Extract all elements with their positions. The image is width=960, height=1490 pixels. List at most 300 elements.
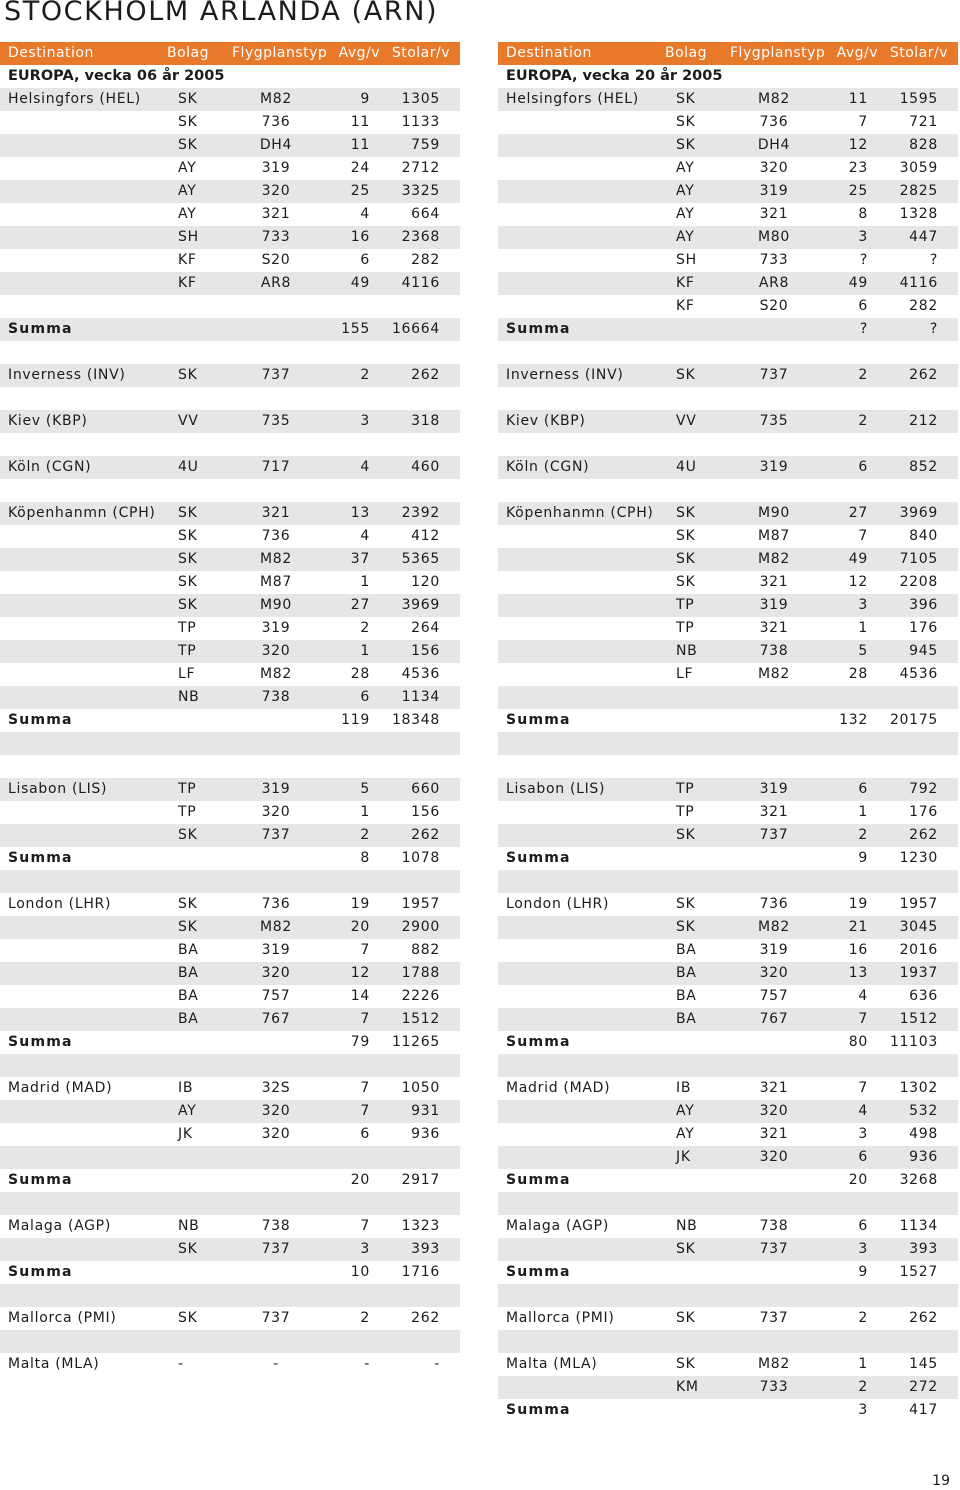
cell-avg: 7 xyxy=(360,1103,370,1119)
cell-stolar: 1957 xyxy=(401,896,440,912)
table-row xyxy=(0,1307,460,1330)
cell-stolar: 393 xyxy=(909,1241,938,1257)
cell-flygplanstyp: M82 xyxy=(260,919,292,935)
cell-flygplanstyp: 737 xyxy=(759,367,789,383)
table-row xyxy=(0,640,460,663)
table-row xyxy=(498,203,958,226)
cell-stolar: 3325 xyxy=(401,183,440,199)
cell-flygplanstyp: M90 xyxy=(260,597,292,613)
cell-flygplanstyp: 737 xyxy=(759,1241,789,1257)
cell-stolar: 759 xyxy=(411,137,440,153)
cell-flygplanstyp: 736 xyxy=(261,528,291,544)
cell-bolag: NB xyxy=(178,1218,200,1234)
cell-flygplanstyp: M82 xyxy=(758,666,790,682)
cell-stolar: 1230 xyxy=(899,850,938,866)
summary-row xyxy=(498,318,958,341)
cell-flygplanstyp: 319 xyxy=(261,620,291,636)
cell-stolar: 882 xyxy=(411,942,440,958)
cell-bolag: TP xyxy=(178,781,197,797)
cell-flygplanstyp: 320 xyxy=(261,804,291,820)
cell-flygplanstyp: 733 xyxy=(759,252,789,268)
table-row xyxy=(0,732,460,755)
cell-bolag: TP xyxy=(676,781,695,797)
table-row xyxy=(498,1077,958,1100)
cell-destination: Köpenhanmn (CPH) xyxy=(8,505,156,521)
cell-stolar: 1078 xyxy=(401,850,440,866)
cell-avg: 24 xyxy=(350,160,370,176)
cell-flygplanstyp: 733 xyxy=(261,229,291,245)
cell-bolag: SK xyxy=(676,91,696,107)
cell-destination: Mallorca (PMI) xyxy=(8,1310,117,1326)
cell-avg: 4 xyxy=(360,459,370,475)
cell-stolar: 7105 xyxy=(899,551,938,567)
cell-bolag: NB xyxy=(178,689,200,705)
cell-destination: Helsingfors (HEL) xyxy=(506,91,639,107)
cell-avg: 2 xyxy=(858,827,868,843)
cell-stolar: ? xyxy=(929,321,938,337)
cell-bolag: KF xyxy=(178,275,197,291)
cell-bolag: 4U xyxy=(178,459,199,475)
cell-avg: 2 xyxy=(858,413,868,429)
cell-flygplanstyp: 767 xyxy=(759,1011,789,1027)
cell-avg: 6 xyxy=(360,252,370,268)
cell-bolag: BA xyxy=(178,1011,199,1027)
cell-flygplanstyp: 319 xyxy=(261,781,291,797)
cell-bolag: SK xyxy=(178,1241,198,1257)
cell-stolar: 2226 xyxy=(401,988,440,1004)
cell-bolag: SK xyxy=(676,551,696,567)
cell-avg: 7 xyxy=(360,942,370,958)
table-row xyxy=(0,571,460,594)
cell-avg: 7 xyxy=(360,1011,370,1027)
cell-stolar: 318 xyxy=(411,413,440,429)
cell-destination: Summa xyxy=(506,1402,571,1418)
cell-bolag: AY xyxy=(676,206,695,222)
cell-avg: 37 xyxy=(350,551,370,567)
cell-avg: 155 xyxy=(341,321,370,337)
table-row xyxy=(0,548,460,571)
cell-flygplanstyp: 717 xyxy=(261,459,291,475)
cell-stolar: 4536 xyxy=(899,666,938,682)
cell-flygplanstyp: 736 xyxy=(759,896,789,912)
cell-stolar: 1050 xyxy=(401,1080,440,1096)
cell-flygplanstyp: 319 xyxy=(261,942,291,958)
cell-avg: 49 xyxy=(350,275,370,291)
table-row xyxy=(0,295,460,318)
cell-flygplanstyp: S20 xyxy=(261,252,291,268)
cell-bolag: TP xyxy=(676,597,695,613)
cell-flygplanstyp: 320 xyxy=(261,1103,291,1119)
cell-stolar: 4536 xyxy=(401,666,440,682)
cell-flygplanstyp: AR8 xyxy=(260,275,292,291)
cell-flygplanstyp: 32S xyxy=(261,1080,291,1096)
cell-flygplanstyp: AR8 xyxy=(758,275,790,291)
cell-flygplanstyp: 738 xyxy=(759,1218,789,1234)
cell-avg: 7 xyxy=(858,1080,868,1096)
table-body xyxy=(498,88,958,1422)
table-row xyxy=(0,1077,460,1100)
cell-flygplanstyp: 736 xyxy=(261,114,291,130)
cell-bolag: AY xyxy=(178,1103,197,1119)
cell-avg: 11 xyxy=(350,114,370,130)
table-row xyxy=(0,1054,460,1077)
table-row xyxy=(498,778,958,801)
cell-bolag: LF xyxy=(676,666,694,682)
cell-stolar: 262 xyxy=(411,367,440,383)
cell-stolar: 460 xyxy=(411,459,440,475)
cell-avg: 119 xyxy=(341,712,370,728)
table-row xyxy=(0,479,460,502)
cell-avg: 3 xyxy=(858,1126,868,1142)
cell-stolar: 145 xyxy=(909,1356,938,1372)
cell-flygplanstyp: 319 xyxy=(759,942,789,958)
table-row xyxy=(0,502,460,525)
cell-bolag: SK xyxy=(178,919,198,935)
cell-stolar: 262 xyxy=(909,1310,938,1326)
cell-flygplanstyp: 735 xyxy=(759,413,789,429)
cell-destination: Köpenhanmn (CPH) xyxy=(506,505,654,521)
cell-stolar: 3045 xyxy=(899,919,938,935)
table-row xyxy=(498,111,958,134)
cell-destination: Köln (CGN) xyxy=(506,459,590,475)
cell-stolar: 212 xyxy=(909,413,938,429)
cell-stolar: 396 xyxy=(909,597,938,613)
cell-avg: 3 xyxy=(858,229,868,245)
cell-bolag: TP xyxy=(676,804,695,820)
cell-bolag: KF xyxy=(676,275,695,291)
cell-stolar: 3969 xyxy=(401,597,440,613)
cell-stolar: 156 xyxy=(411,804,440,820)
cell-stolar: 176 xyxy=(909,804,938,820)
cell-stolar: 264 xyxy=(411,620,440,636)
cell-avg: 21 xyxy=(848,919,868,935)
table-row xyxy=(498,1307,958,1330)
table-row xyxy=(0,1284,460,1307)
cell-stolar: 18348 xyxy=(391,712,440,728)
cell-avg: 79 xyxy=(350,1034,370,1050)
table-row xyxy=(0,433,460,456)
cell-stolar: 262 xyxy=(909,367,938,383)
cell-bolag: SK xyxy=(178,574,198,590)
cell-flygplanstyp: 738 xyxy=(759,643,789,659)
cell-avg: 6 xyxy=(858,1218,868,1234)
table-row xyxy=(0,249,460,272)
cell-avg: 3 xyxy=(858,597,868,613)
table-row xyxy=(0,939,460,962)
cell-avg: 9 xyxy=(360,91,370,107)
cell-stolar: 3059 xyxy=(899,160,938,176)
cell-destination: Kiev (KBP) xyxy=(8,413,88,429)
header-flygplanstyp: Flygplanstyp xyxy=(730,45,826,61)
table-row xyxy=(0,364,460,387)
cell-flygplanstyp: 737 xyxy=(261,367,291,383)
cell-bolag: BA xyxy=(676,988,697,1004)
cell-avg: 16 xyxy=(350,229,370,245)
cell-avg: 4 xyxy=(360,206,370,222)
cell-flygplanstyp: M80 xyxy=(758,229,790,245)
cell-stolar: 840 xyxy=(909,528,938,544)
table-row xyxy=(498,249,958,272)
table-row xyxy=(0,1215,460,1238)
table-row xyxy=(0,1008,460,1031)
cell-bolag: SK xyxy=(676,367,696,383)
cell-stolar: 2900 xyxy=(401,919,440,935)
cell-flygplanstyp: 735 xyxy=(261,413,291,429)
cell-avg: 49 xyxy=(848,551,868,567)
cell-flygplanstyp: DH4 xyxy=(757,137,791,153)
table-row xyxy=(0,1146,460,1169)
cell-stolar: 1937 xyxy=(899,965,938,981)
cell-bolag: SK xyxy=(178,505,198,521)
cell-avg: 11 xyxy=(848,91,868,107)
cell-stolar: 16664 xyxy=(391,321,440,337)
cell-destination: Mallorca (PMI) xyxy=(506,1310,615,1326)
table-row xyxy=(0,1100,460,1123)
table-row xyxy=(498,663,958,686)
cell-avg: 23 xyxy=(848,160,868,176)
cell-avg: 28 xyxy=(848,666,868,682)
table-row xyxy=(498,1100,958,1123)
cell-flygplanstyp: 738 xyxy=(261,1218,291,1234)
cell-destination: Summa xyxy=(506,321,571,337)
table-row xyxy=(0,525,460,548)
cell-destination: Inverness (INV) xyxy=(8,367,126,383)
cell-destination: London (LHR) xyxy=(8,896,112,912)
cell-destination: Summa xyxy=(506,1172,571,1188)
cell-avg: 9 xyxy=(858,850,868,866)
cell-stolar: 262 xyxy=(411,1310,440,1326)
page-title: STOCKHOLM ARLANDA (ARN) xyxy=(4,0,439,27)
table-row xyxy=(498,479,958,502)
cell-flygplanstyp: M87 xyxy=(758,528,790,544)
cell-flygplanstyp: M82 xyxy=(758,1356,790,1372)
table-row xyxy=(498,1376,958,1399)
table-row xyxy=(498,295,958,318)
cell-flygplanstyp: 736 xyxy=(759,114,789,130)
cell-stolar: 2016 xyxy=(899,942,938,958)
table-row xyxy=(498,1284,958,1307)
cell-flygplanstyp: 737 xyxy=(261,1310,291,1326)
cell-avg: 80 xyxy=(848,1034,868,1050)
cell-avg: - xyxy=(364,1356,370,1372)
header-avg: Avg/v xyxy=(836,45,878,61)
cell-flygplanstyp: 319 xyxy=(759,597,789,613)
cell-flygplanstyp: 321 xyxy=(261,206,291,222)
cell-avg: 4 xyxy=(858,988,868,1004)
cell-bolag: SK xyxy=(676,528,696,544)
cell-bolag: AY xyxy=(178,183,197,199)
summary-row xyxy=(498,1169,958,1192)
cell-flygplanstyp: 321 xyxy=(759,1080,789,1096)
cell-bolag: SH xyxy=(178,229,199,245)
cell-stolar: 660 xyxy=(411,781,440,797)
table-row xyxy=(498,502,958,525)
cell-bolag: SK xyxy=(178,528,198,544)
cell-stolar: 447 xyxy=(909,229,938,245)
cell-bolag: LF xyxy=(178,666,196,682)
cell-flygplanstyp: 321 xyxy=(759,574,789,590)
week-label: EUROPA, vecka 20 år 2005 xyxy=(506,68,723,84)
summary-row xyxy=(0,1031,460,1054)
table-row xyxy=(0,341,460,364)
cell-stolar: 664 xyxy=(411,206,440,222)
table-header xyxy=(498,42,958,65)
cell-avg: 5 xyxy=(360,781,370,797)
cell-flygplanstyp: M82 xyxy=(758,919,790,935)
header-bolag: Bolag xyxy=(665,45,708,61)
cell-stolar: 3268 xyxy=(899,1172,938,1188)
cell-avg: 19 xyxy=(848,896,868,912)
cell-bolag: JK xyxy=(178,1126,193,1142)
summary-row xyxy=(498,847,958,870)
cell-avg: 6 xyxy=(360,1126,370,1142)
table-row xyxy=(0,1238,460,1261)
table-row xyxy=(0,272,460,295)
cell-avg: 1 xyxy=(360,804,370,820)
cell-bolag: SK xyxy=(676,505,696,521)
cell-flygplanstyp: 737 xyxy=(759,1310,789,1326)
cell-destination: Summa xyxy=(8,1034,73,1050)
cell-bolag: NB xyxy=(676,1218,698,1234)
cell-stolar: 1512 xyxy=(899,1011,938,1027)
cell-stolar: 1323 xyxy=(401,1218,440,1234)
header-bolag: Bolag xyxy=(167,45,210,61)
table-row xyxy=(0,157,460,180)
cell-bolag: AY xyxy=(676,1126,695,1142)
table-row xyxy=(498,571,958,594)
cell-stolar: 532 xyxy=(909,1103,938,1119)
table-row xyxy=(498,939,958,962)
table-row xyxy=(498,594,958,617)
table-row xyxy=(0,824,460,847)
cell-bolag: SK xyxy=(676,574,696,590)
cell-bolag: IB xyxy=(676,1080,692,1096)
cell-destination: Summa xyxy=(506,1264,571,1280)
table-row xyxy=(498,686,958,709)
cell-bolag: AY xyxy=(676,183,695,199)
table-row xyxy=(498,134,958,157)
cell-flygplanstyp: 320 xyxy=(759,1103,789,1119)
table-row xyxy=(0,686,460,709)
cell-stolar: 2392 xyxy=(401,505,440,521)
cell-stolar: 936 xyxy=(411,1126,440,1142)
cell-stolar: 282 xyxy=(909,298,938,314)
summary-row xyxy=(0,847,460,870)
cell-stolar: - xyxy=(434,1356,440,1372)
cell-avg: 12 xyxy=(848,574,868,590)
cell-avg: 27 xyxy=(848,505,868,521)
table-row xyxy=(0,387,460,410)
cell-avg: 2 xyxy=(360,827,370,843)
cell-destination: Summa xyxy=(506,712,571,728)
cell-avg: 1 xyxy=(858,804,868,820)
cell-flygplanstyp: M82 xyxy=(260,551,292,567)
cell-stolar: 176 xyxy=(909,620,938,636)
table-row xyxy=(0,203,460,226)
table-row xyxy=(498,456,958,479)
cell-avg: 4 xyxy=(858,1103,868,1119)
table-row xyxy=(0,226,460,249)
table-row xyxy=(0,801,460,824)
cell-stolar: 272 xyxy=(909,1379,938,1395)
cell-avg: 20 xyxy=(848,1172,868,1188)
table-row xyxy=(498,410,958,433)
table-row xyxy=(0,410,460,433)
cell-bolag: JK xyxy=(676,1149,691,1165)
table-row xyxy=(498,617,958,640)
cell-avg: 2 xyxy=(360,620,370,636)
cell-stolar: 3969 xyxy=(899,505,938,521)
cell-avg: ? xyxy=(859,321,868,337)
cell-bolag: SK xyxy=(676,1241,696,1257)
cell-flygplanstyp: 320 xyxy=(759,1149,789,1165)
cell-flygplanstyp: M82 xyxy=(260,91,292,107)
cell-avg: 6 xyxy=(360,689,370,705)
cell-destination: Inverness (INV) xyxy=(506,367,624,383)
cell-avg: 14 xyxy=(350,988,370,1004)
cell-stolar: 4116 xyxy=(899,275,938,291)
cell-stolar: 1302 xyxy=(899,1080,938,1096)
cell-avg: 1 xyxy=(360,574,370,590)
table-row xyxy=(0,1353,460,1376)
table-week-06 xyxy=(0,42,460,1376)
cell-avg: 13 xyxy=(350,505,370,521)
cell-stolar: 945 xyxy=(909,643,938,659)
cell-destination: Summa xyxy=(8,1172,73,1188)
cell-bolag: SK xyxy=(676,114,696,130)
cell-stolar: 931 xyxy=(411,1103,440,1119)
cell-stolar: 11265 xyxy=(391,1034,440,1050)
table-row xyxy=(498,985,958,1008)
cell-avg: ? xyxy=(859,252,868,268)
table-row xyxy=(0,88,460,111)
cell-flygplanstyp: M82 xyxy=(758,91,790,107)
cell-flygplanstyp: 737 xyxy=(261,1241,291,1257)
cell-flygplanstyp: 321 xyxy=(759,804,789,820)
cell-destination: Summa xyxy=(506,1034,571,1050)
cell-avg: 1 xyxy=(360,643,370,659)
table-row xyxy=(0,916,460,939)
cell-destination: Summa xyxy=(8,321,73,337)
cell-destination: Malta (MLA) xyxy=(506,1356,598,1372)
table-row xyxy=(498,180,958,203)
cell-avg: 3 xyxy=(858,1241,868,1257)
cell-bolag: SK xyxy=(178,91,198,107)
table-header xyxy=(0,42,460,65)
cell-bolag: BA xyxy=(676,1011,697,1027)
cell-flygplanstyp: 319 xyxy=(261,160,291,176)
table-row xyxy=(0,870,460,893)
cell-stolar: 936 xyxy=(909,1149,938,1165)
cell-flygplanstyp: 320 xyxy=(759,965,789,981)
cell-avg: 2 xyxy=(858,1310,868,1326)
cell-avg: 3 xyxy=(858,1402,868,1418)
cell-bolag: SK xyxy=(676,827,696,843)
cell-bolag: BA xyxy=(178,965,199,981)
cell-avg: 1 xyxy=(858,620,868,636)
table-row xyxy=(498,1238,958,1261)
cell-avg: 9 xyxy=(858,1264,868,1280)
cell-stolar: 4116 xyxy=(401,275,440,291)
cell-stolar: 412 xyxy=(411,528,440,544)
cell-avg: 6 xyxy=(858,298,868,314)
cell-avg: 27 xyxy=(350,597,370,613)
cell-bolag: SK xyxy=(676,1356,696,1372)
cell-destination: Summa xyxy=(8,850,73,866)
cell-bolag: SK xyxy=(676,1310,696,1326)
cell-bolag: SK xyxy=(178,597,198,613)
cell-avg: 4 xyxy=(360,528,370,544)
